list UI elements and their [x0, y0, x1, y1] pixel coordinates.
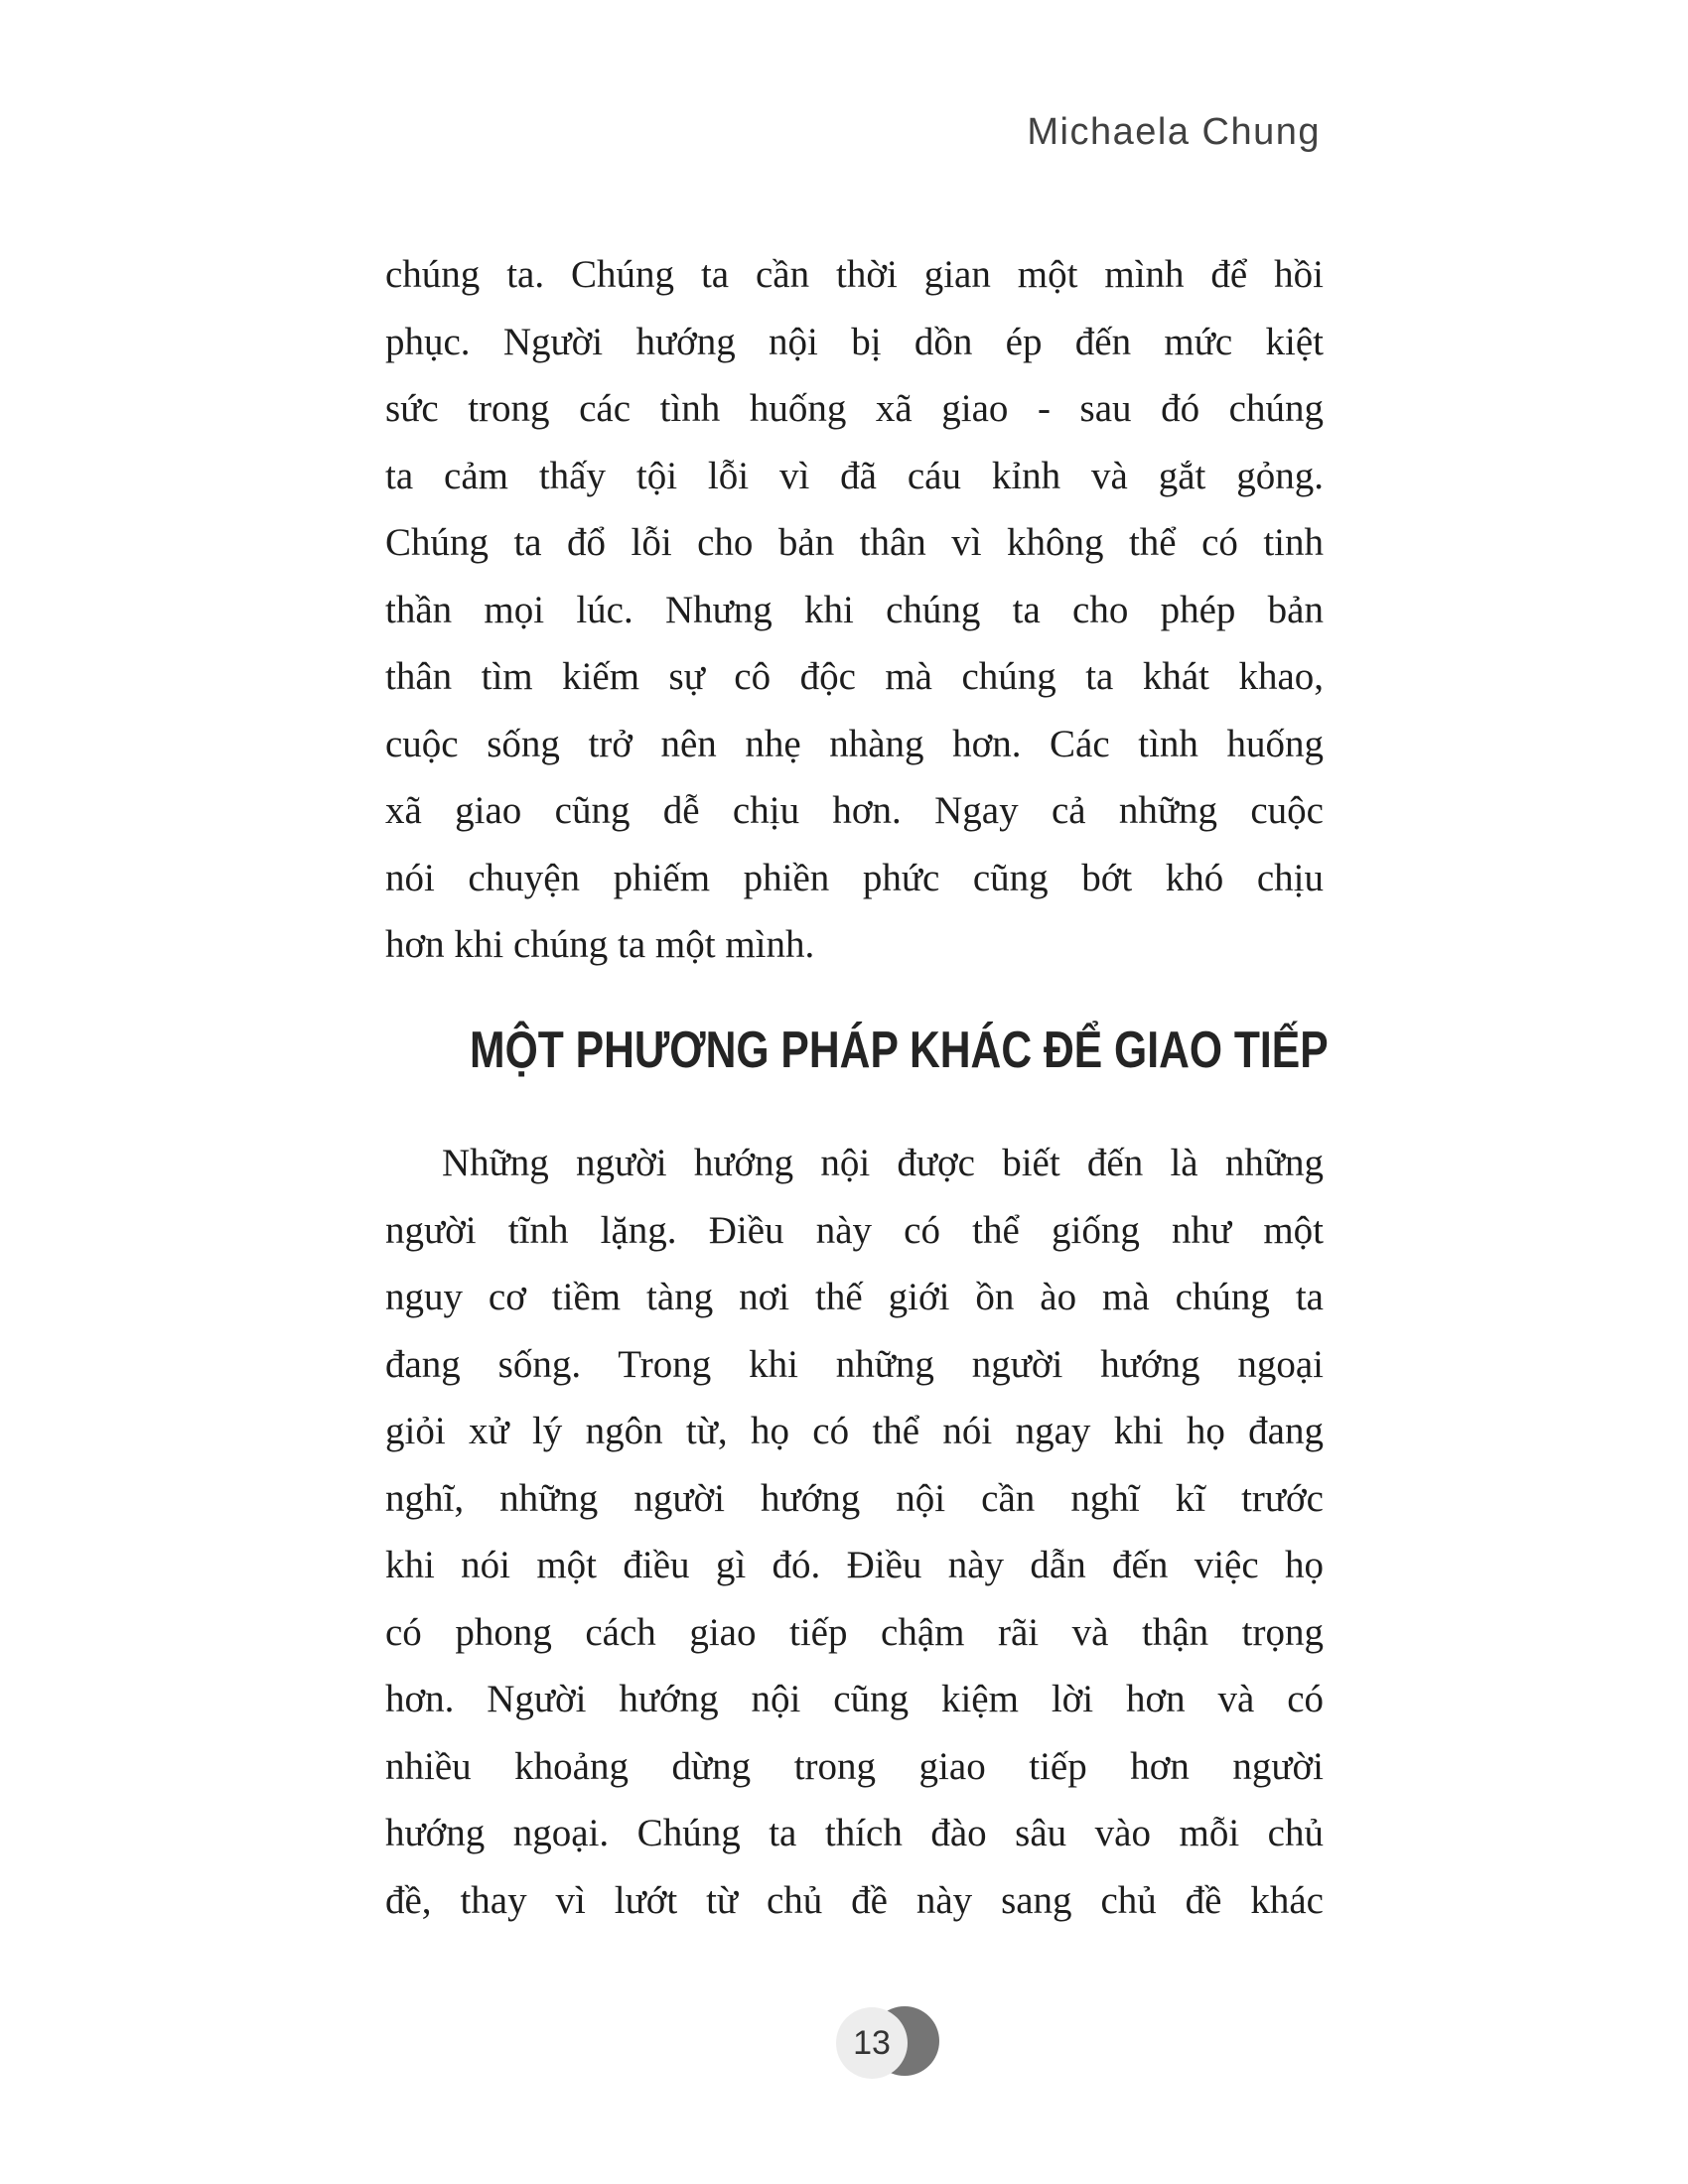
text-line: có phong cách giao tiếp chậm rãi và thận trọng: [385, 1610, 1324, 1654]
text-line: đề, thay vì lướt từ chủ đề này sang chủ đề khác: [385, 1878, 1324, 1922]
section-heading: MỘT PHƯƠNG PHÁP KHÁC ĐỂ GIAO TIẾP: [470, 1022, 1329, 1079]
text-line: khi nói một điều gì đó. Điều này dẫn đến việc họ: [385, 1544, 1324, 1586]
text-line: hướng ngoại. Chúng ta thích đào sâu vào mỗi chủ: [385, 1812, 1324, 1854]
text-line: phục. Người hướng nội bị dồn ép đến mức kiệt: [385, 320, 1324, 363]
text-line: thân tìm kiếm sự cô độc mà chúng ta khát khao,: [385, 655, 1324, 698]
text-line: nghĩ, những người hướng nội cần nghĩ kĩ trước: [385, 1476, 1324, 1520]
text-line: nhiều khoảng dừng trong giao tiếp hơn người: [385, 1744, 1324, 1788]
text-line: đang sống. Trong khi những người hướng ngoại: [385, 1342, 1324, 1386]
text-line: cuộc sống trở nên nhẹ nhàng hơn. Các tình huống: [385, 722, 1324, 765]
running-header-author: Michaela Chung: [1027, 111, 1321, 153]
text-line: ta cảm thấy tội lỗi vì đã cáu kỉnh và gắt gỏng.: [385, 454, 1324, 497]
text-line: người tĩnh lặng. Điều này có thể giống như một: [385, 1208, 1324, 1252]
text-line: nguy cơ tiềm tàng nơi thế giới ồn ào mà chúng ta: [385, 1276, 1324, 1318]
text-line: giỏi xử lý ngôn từ, họ có thể nói ngay khi họ đang: [385, 1410, 1324, 1452]
text-line: Chúng ta đổ lỗi cho bản thân vì không thể có tinh: [385, 521, 1324, 564]
body-paragraph-2: [385, 1130, 1324, 1934]
text-line: xã giao cũng dễ chịu hơn. Ngay cả những cuộc: [385, 789, 1324, 832]
text-line: hơn. Người hướng nội cũng kiệm lời hơn và có: [385, 1678, 1324, 1720]
text-line: thần mọi lúc. Nhưng khi chúng ta cho phép bản: [385, 588, 1324, 631]
page-number-badge: [836, 2007, 908, 2079]
text-line: sức trong các tình huống xã giao - sau đó chúng: [385, 387, 1324, 430]
body-paragraph-1: [385, 241, 1324, 979]
text-line: hơn khi chúng ta một mình.: [385, 923, 815, 966]
text-line: chúng ta. Chúng ta cần thời gian một mình để hồi: [385, 253, 1324, 296]
text-line: Những người hướng nội được biết đến là những: [442, 1142, 1324, 1184]
page-number: 13: [853, 2023, 891, 2062]
text-line: nói chuyện phiếm phiền phức cũng bớt khó chịu: [385, 856, 1324, 899]
